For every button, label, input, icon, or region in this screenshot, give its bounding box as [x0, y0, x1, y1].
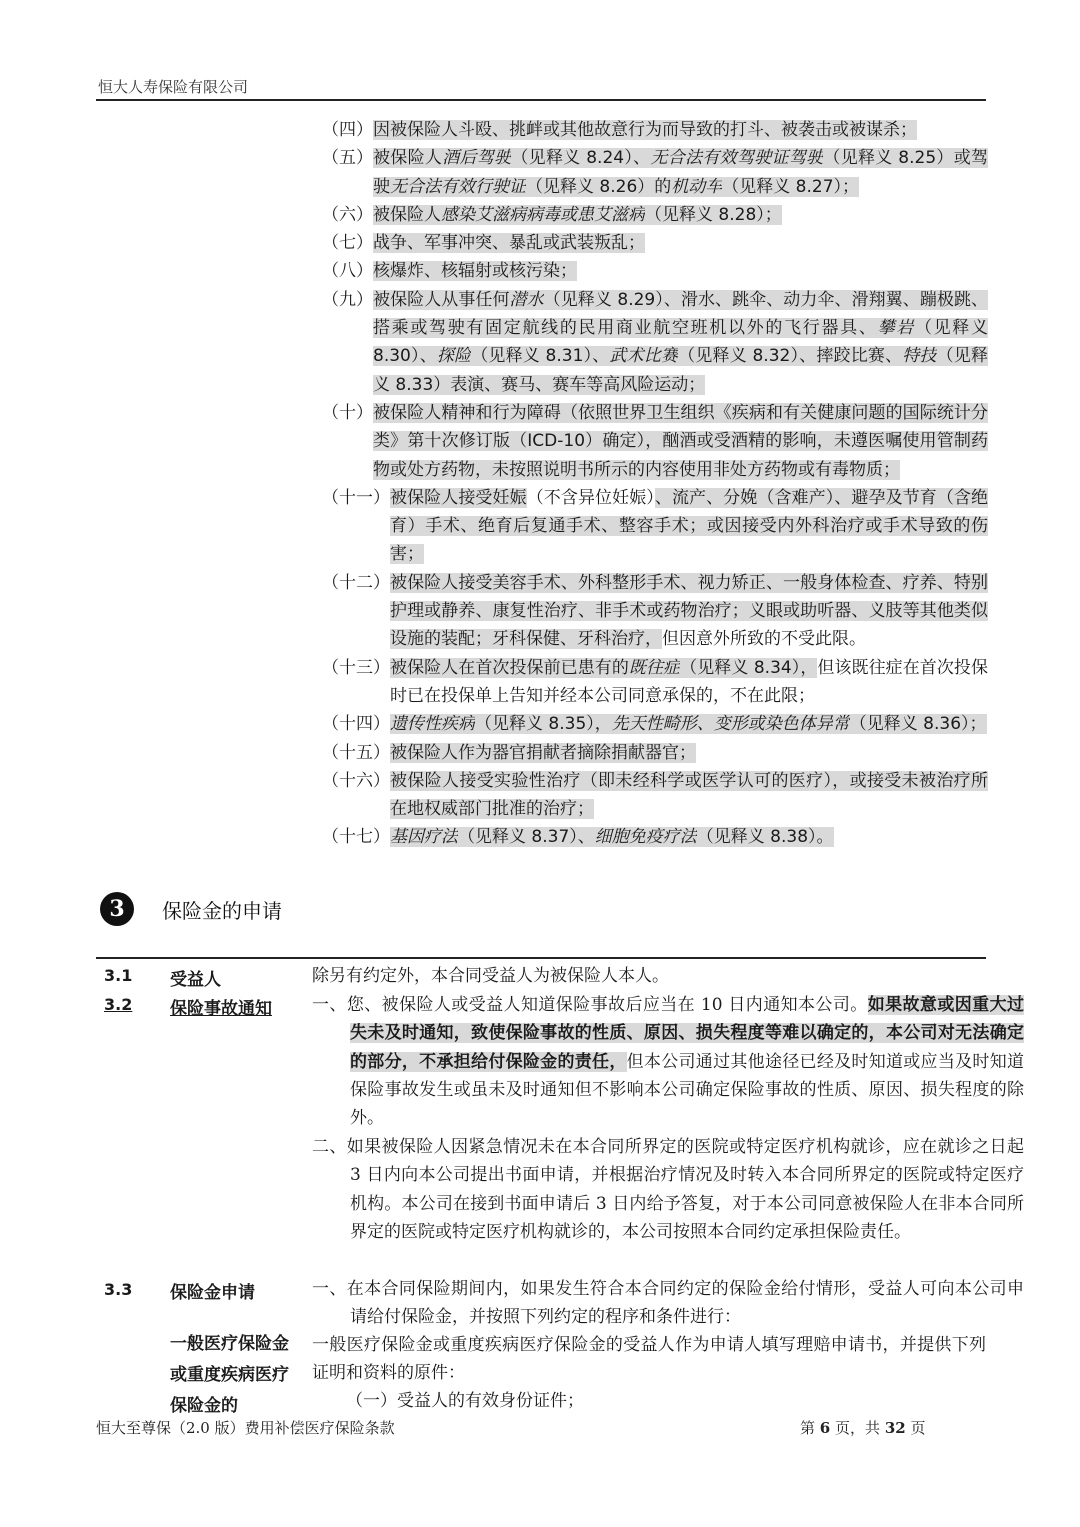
defined-term: 探险: [436, 346, 472, 367]
exclusion-item: [322, 484, 988, 569]
exclusion-text: [390, 569, 988, 654]
exclusion-number: （十一）: [322, 487, 390, 508]
exclusion-text-part: 被保险人在首次投保前已患有的: [390, 657, 629, 678]
exclusion-text-part: （见释义 8.29）、滑水、跳伞、动力伞、滑翔翼、蹦极跳、搭乘或驾驶有固定航线的民用商业航空班机以外的飞行器具、: [373, 289, 989, 339]
exclusion-item: [322, 654, 988, 711]
exclusion-text-part: 核爆炸、核辐射或核污染；: [373, 261, 577, 282]
exclusion-text-part: 被保险人: [373, 148, 443, 169]
exclusion-text: [390, 654, 988, 711]
defined-term: 基因疗法: [390, 827, 458, 848]
defined-term: 既往症: [628, 657, 681, 678]
exclusion-item: [322, 286, 988, 399]
exclusion-number: （五）: [322, 148, 373, 169]
exclusion-text-part: （见释义 8.27）；: [722, 176, 860, 197]
section-rule: [96, 957, 986, 959]
exclusion-item: [322, 399, 988, 484]
exclusion-text-part: 被保险人: [373, 204, 441, 225]
exclusion-text-part: 被保险人接受美容手术、外科整形手术、视力矫正、一般身体检查、疗养、特别护理或静养、康复性治疗、非手术或药物治疗；义眼或助听器、义肢等其他类似设施的装配；牙科保健、牙科治疗，: [390, 572, 988, 650]
side-title: 一般医疗保险金或重度疾病医疗保险金的: [170, 1334, 289, 1416]
defined-term: 遗传性疾病: [390, 714, 475, 735]
clause-paragraph: 一、在本合同保险期间内，如果发生符合本合同约定的保险金给付情形，受益人可向本公司申请给付保险金，并按照下列约定的程序和条件进行：: [312, 1279, 1024, 1328]
exclusion-number: （十）: [322, 402, 373, 423]
clause-paragraph: （一）受益人的有效身份证件；: [346, 1391, 584, 1411]
clause-paragraph: 二、如果被保险人因紧急情况未在本合同所界定的医院或特定医疗机构就诊，应在就诊之日起 3 日内向本公司提出书面申请，并根据治疗情况及时转入本合同所界定的医院或特定医疗机构。本公司在接到书面申请后 3 日内给予答复，对于本公司同意被保险人在非本合同所界定的医院或特定医疗机构就诊的，本公司按照本合同约定承担保险责任。: [312, 1137, 1024, 1242]
exclusion-text-part: （见释义 8.30）、: [373, 318, 988, 367]
exclusion-number: （十六）: [322, 770, 390, 791]
exclusion-number: （十四）: [322, 714, 390, 735]
clause-number: 3.1: [104, 966, 133, 985]
exclusion-item: [322, 569, 988, 654]
exclusion-text-part: 、流产、分娩（含难产）、避孕及节育（含绝育）手术、绝育后复通手术、整容手术；或因接受内外科治疗或手术导致的伤害；: [390, 487, 989, 565]
exclusion-text-part: （不含异位妊娠）: [526, 487, 655, 508]
defined-term: 酒后驾驶: [442, 148, 512, 169]
page-number: [800, 1417, 925, 1438]
exclusion-text: [373, 116, 988, 144]
exclusion-number: （十三）: [322, 657, 390, 678]
exclusion-text: [390, 710, 988, 738]
exclusion-text-part: （见释义 8.31）、: [471, 346, 610, 367]
header-rule: [96, 99, 986, 101]
exclusion-text-part: （见释义 8.34），: [680, 657, 818, 678]
clause-number: 3.3: [104, 1280, 133, 1299]
page-suffix: 页: [910, 1419, 926, 1437]
exclusion-text: [390, 767, 988, 824]
defined-term: 攀岩: [877, 318, 915, 339]
exclusion-text-part: 被保险人精神和行为障碍（依照世界卫生组织《疾病和有关健康问题的国际统计分类》第十次修订版（ICD-10）确定），酗酒或受酒精的影响，未遵医嘱使用管制药物或处方药物，未按照说明书所示的内容使用非处方药物或有毒物质；: [373, 402, 988, 480]
defined-term: 无合法有效行驶证: [390, 176, 526, 197]
exclusion-text-part: （见释义 8.37）、: [458, 827, 595, 848]
clause-title: 受益人: [170, 970, 221, 990]
page-prefix: 第: [800, 1419, 816, 1437]
exclusion-item: [322, 257, 988, 285]
page-mid: 页，共: [835, 1419, 881, 1437]
exclusion-text: [373, 399, 988, 484]
section-heading: [100, 892, 282, 926]
exclusion-text-part: 被保险人作为器官捐献者摘除捐献器官；: [390, 742, 696, 763]
exclusion-text-part: 但因意外所致的不受此限。: [662, 629, 866, 650]
section-number-badge: 3: [100, 892, 134, 926]
exclusion-text-part: 但该既往症在首次投保时已在投保单上告知并经本公司同意承保的，不在此限；: [390, 657, 988, 706]
exclusion-number: （七）: [322, 233, 373, 254]
exclusion-number: （十二）: [322, 572, 390, 593]
exclusion-text: [373, 257, 988, 285]
exclusion-number: （六）: [322, 204, 373, 225]
exclusion-text-part: （见释义 8.35），: [475, 714, 612, 735]
clause-title: 保险金申请: [170, 1283, 255, 1303]
section-title: 保险金的申请: [162, 898, 282, 923]
footer-title: 恒大至尊保（2.0 版）费用补偿医疗保险条款: [96, 1419, 395, 1437]
exclusion-text: [373, 229, 988, 257]
exclusion-text-part: 战争、军事冲突、暴乱或武装叛乱；: [373, 233, 645, 254]
defined-term: 细胞免疫疗法: [594, 827, 697, 848]
defined-term: 武术比赛: [609, 346, 679, 367]
exclusion-item: [322, 739, 988, 767]
exclusion-text-part: 被保险人接受实验性治疗（即未经科学或医学认可的医疗），或接受未被治疗所在地权威部门批准的治疗；: [390, 770, 988, 820]
defined-term: 潜水: [509, 289, 544, 310]
defined-term: 无合法有效驾驶证驾驶: [650, 148, 824, 169]
exclusion-text: [373, 144, 988, 201]
defined-term: 机动车: [671, 176, 723, 197]
defined-term: 感染艾滋病病毒或患艾滋病: [441, 204, 645, 225]
exclusion-text: [390, 484, 988, 569]
exclusion-text: [373, 286, 988, 399]
company-header: 恒大人寿保险有限公司: [98, 78, 249, 96]
exclusion-text-part: （见释义 8.32）、摔跤比赛、: [678, 346, 903, 367]
exclusion-item: [322, 229, 988, 257]
exclusion-item: [322, 144, 988, 201]
exclusion-item: [322, 116, 988, 144]
clause-number: 3.2: [104, 995, 133, 1014]
paragraph-text: 但本公司通过其他途径已经及时知道或应当及时知道保险事故发生或虽未及时通知但不影响本公司确定保险事故的性质、原因、损失程度的除外。: [350, 1051, 1025, 1129]
clause-paragraph: 一般医疗保险金或重度疾病医疗保险金的受益人作为申请人填写理赔申请书，并提供下列证明和资料的原件：: [312, 1335, 986, 1384]
exclusion-number: （十五）: [322, 742, 390, 763]
highlighted-text: 如果故意或因重大过失未及时通知，致使保险事故的性质、原因、损失程度等难以确定的，本公司对无法确定的部分，不承担给付保险金的责任，: [350, 995, 1024, 1072]
paragraph-text: 一、您、被保险人或受益人知道保险事故后应当在 10 日内通知本公司。: [312, 995, 868, 1015]
exclusion-text: [373, 201, 988, 229]
exclusion-text-part: （见释义 8.24）、: [511, 148, 651, 169]
current-page: 6: [819, 1419, 831, 1437]
clause-text: 除另有约定外，本合同受益人为被保险人本人。: [312, 966, 669, 986]
exclusion-text-part: 被保险人接受妊娠: [390, 487, 527, 508]
exclusion-text: [390, 739, 988, 767]
exclusion-item: [322, 767, 988, 824]
exclusion-text-part: （见释义 8.25）或驾驶: [373, 148, 989, 197]
exclusion-number: （四）: [322, 120, 373, 140]
exclusion-text-part: （见释义 8.33）表演、赛马、赛车等高风险运动；: [373, 346, 988, 395]
clause-title: 保险事故通知: [170, 999, 272, 1019]
defined-term: 特技: [902, 346, 937, 367]
exclusion-text-part: （见释义 8.28）；: [645, 204, 782, 225]
exclusion-item: [322, 823, 988, 851]
exclusion-item: [322, 710, 988, 738]
exclusion-text-part: （见释义 8.38）。: [696, 827, 834, 848]
exclusion-text-part: （见释义 8.26）的: [526, 176, 672, 197]
exclusion-number: （九）: [322, 289, 373, 310]
exclusion-item: [322, 201, 988, 229]
exclusion-text-part: （见释义 8.36）；: [849, 714, 987, 735]
clause-paragraph: [312, 991, 1024, 1132]
exclusion-text-part: 因被保险人斗殴、挑衅或其他故意行为而导致的打斗、被袭击或被谋杀；: [373, 120, 917, 140]
exclusion-list: [322, 116, 988, 852]
exclusion-text: [390, 823, 988, 851]
exclusion-number: （八）: [322, 261, 373, 282]
exclusion-number: （十七）: [322, 827, 390, 848]
total-pages: 32: [884, 1419, 906, 1437]
exclusion-text-part: 被保险人从事任何: [373, 289, 510, 310]
defined-term: 先天性畸形、变形或染色体异常: [611, 714, 850, 735]
